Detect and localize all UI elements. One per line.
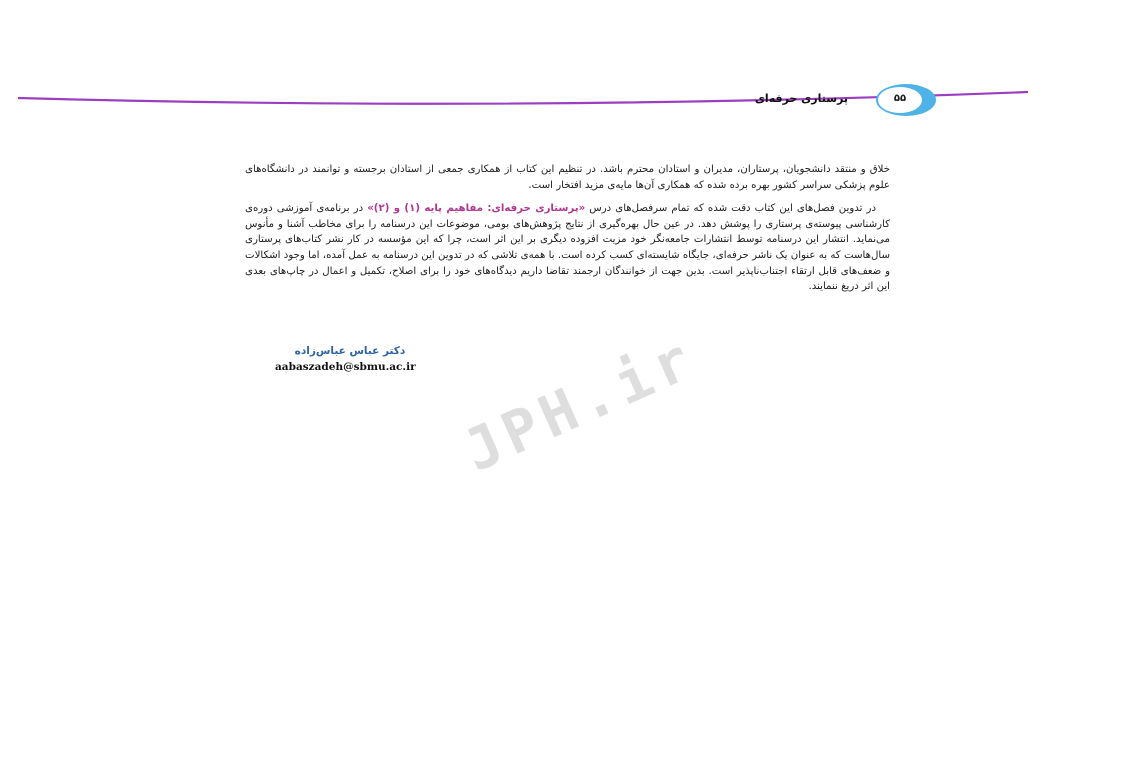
author-name: دکتر عباس عباس‌زاده [294, 345, 406, 357]
course-title-emphasis: «پرستاری حرفه‌ای: مفاهیم پایه (۱) و (۲)» [367, 203, 586, 215]
header-accent-line [0, 70, 1135, 130]
running-title: پرستاری حرفه‌ای [754, 92, 848, 105]
paragraph-2-start: در تدوین فصل‌های این کتاب دقت شده که تمام سرفصل‌های درس [589, 203, 876, 215]
paragraph-2-rest: در برنامه‌ی آموزشی دوره‌ی کارشناسی پیوسته‌ی پرستاری را پوشش دهد. در عین حال بهره‌گیری از نتایج پژوهش‌های بومی، موضوعات این درسنامه را برای مخاطب آشنا و مأنوس می‌نماید. انتشار این درسنامه توسط انتشارات جامعه‌نگر خود مزیت افزوده دیگری بر این اثر است، چرا که این مؤسسه در کار نشر کتاب‌های پرستاری سال‌هاست که به عنوان یک ناشر حرفه‌ای، جایگاه شایسته‌ای کسب کرده است. با همه‌ی تلاشی که در تدوین این درسنامه به عمل آمده، اما وجود اشکالات و ضعف‌های قابل ارتقاء اجتناب‌ناپذیر است. بدین جهت از خوانندگان ارجمند تقاضا داریم دیدگاه‌های خود را برای اصلاح، تکمیل و اعمال در چاپ‌های بعدی این اثر دریغ ننمایند. [245, 203, 890, 293]
watermark: JPH.ir [454, 323, 706, 485]
page-number: ۵۵ [893, 93, 907, 104]
signature-block [260, 345, 460, 373]
preface-body [245, 162, 890, 303]
paragraph-1: خلاق و منتقد دانشجویان، پرستاران، مدیران و استادان محترم باشد. در تنظیم این کتاب از همکاری جمعی از استادان برجسته و توانمند در دانشگاه‌های علوم پزشکی سراسر کشور بهره برده شده که همکاری آن‌ها مایه‌ی مزید افتخار است. [245, 164, 890, 191]
author-email: aabaszadeh@sbmu.ac.ir [275, 361, 416, 373]
paragraph-2 [245, 201, 890, 295]
